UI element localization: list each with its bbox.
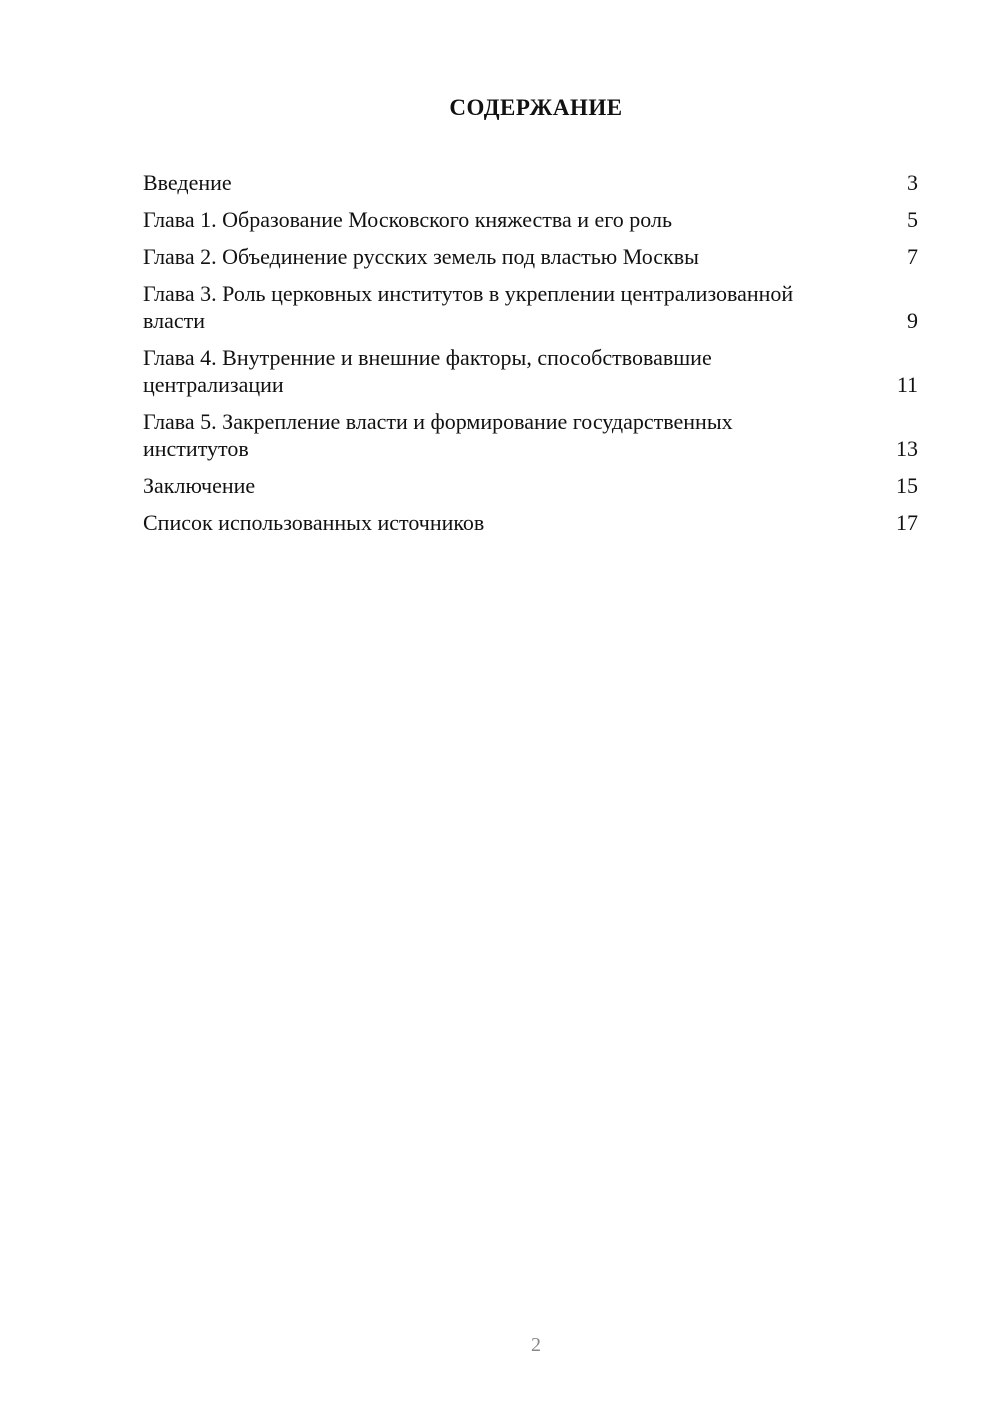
toc-entry-page: 17 (896, 510, 918, 535)
toc-entry (143, 509, 918, 536)
page-title: СОДЕРЖАНИЕ (449, 95, 623, 120)
toc-entry-label: Заключение (143, 473, 256, 498)
toc-entry-label: Глава 2. Объединение русских земель под властью Москвы (143, 244, 699, 269)
toc-entry-page: 5 (907, 207, 918, 232)
toc-entry (143, 472, 918, 499)
toc-entry-label: Глава 1. Образование Московского княжества и его роль (143, 207, 672, 232)
toc-entry (143, 408, 918, 462)
toc-entry-page: 7 (907, 244, 918, 269)
toc-entry (143, 280, 918, 334)
toc-entry (143, 169, 918, 196)
toc-entry-label: Глава 3. Роль церковных институтов в укреплении централизованной власти (143, 281, 794, 333)
toc-entry-label: Глава 5. Закрепление власти и формирование государственных институтов (143, 409, 733, 461)
toc-entry (143, 243, 918, 270)
toc-entry-page: 11 (896, 372, 918, 397)
toc-entry-label: Список использованных источников (143, 510, 485, 535)
toc-entry-page: 3 (907, 170, 918, 195)
toc-entry (143, 344, 918, 398)
toc-entry-page: 15 (896, 473, 918, 498)
toc-entry-label: Введение (143, 170, 232, 195)
toc-entry (143, 206, 918, 233)
toc-entry-page: 9 (907, 308, 918, 333)
page-number: 2 (531, 1334, 541, 1356)
toc-entry-label: Глава 4. Внутренние и внешние факторы, способствовавшие централизации (143, 345, 712, 397)
toc-entry-page: 13 (896, 436, 918, 461)
table-of-contents (143, 169, 918, 546)
